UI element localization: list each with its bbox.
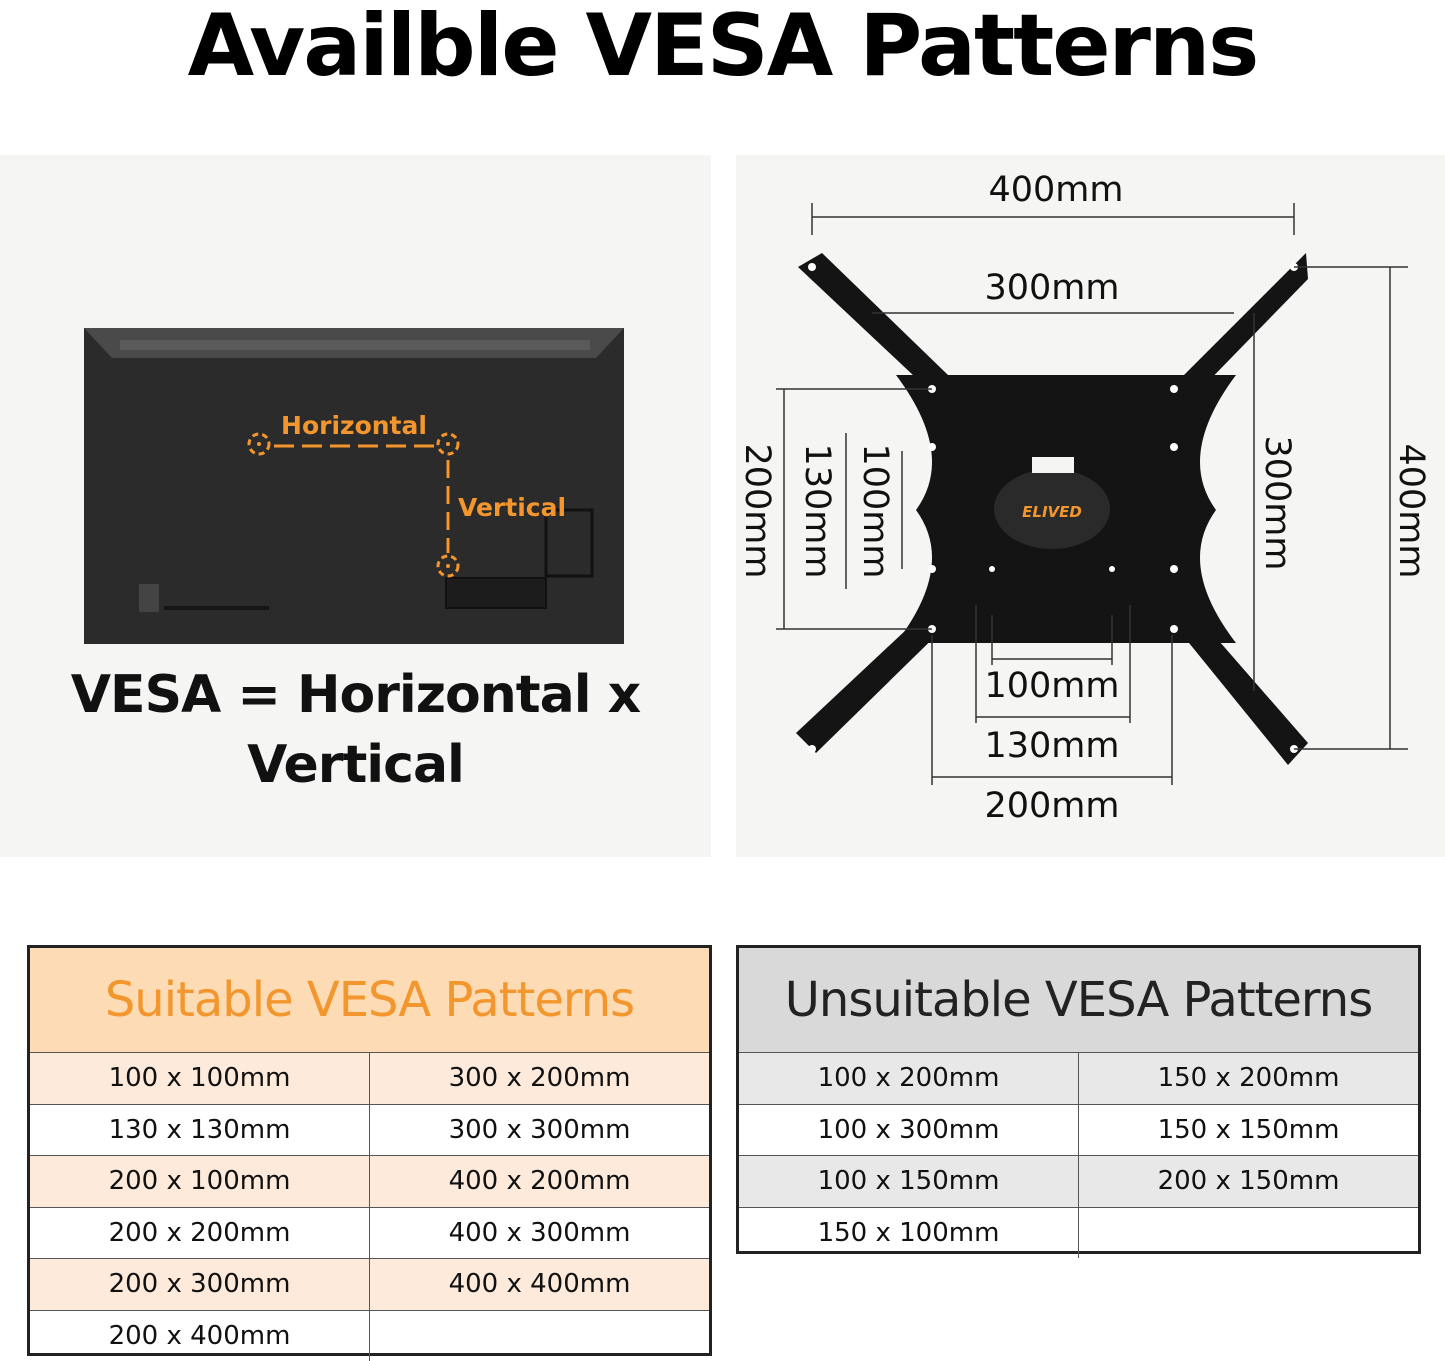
dim-left-130: 130mm bbox=[797, 444, 837, 579]
table-cell: 400 x 300mm bbox=[369, 1208, 709, 1259]
table-cell: 150 x 100mm bbox=[739, 1208, 1078, 1259]
table-cell: 100 x 200mm bbox=[739, 1053, 1078, 1104]
dim-bottom-130: 130mm bbox=[985, 726, 1120, 766]
table-row bbox=[739, 1104, 1418, 1156]
table-cell: 150 x 200mm bbox=[1078, 1053, 1418, 1104]
table-cell: 200 x 150mm bbox=[1078, 1156, 1418, 1207]
dim-left-100: 100mm bbox=[855, 444, 895, 579]
dim-top-300: 300mm bbox=[985, 268, 1120, 308]
table-row bbox=[30, 1310, 709, 1361]
dim-right-400: 400mm bbox=[1391, 444, 1431, 579]
table-cell: 100 x 100mm bbox=[30, 1053, 369, 1104]
horizontal-label: Horizontal bbox=[281, 411, 427, 440]
table-cell: 300 x 300mm bbox=[369, 1105, 709, 1156]
handle-slot bbox=[1032, 457, 1074, 473]
brand-logo: ELIVED bbox=[1022, 503, 1082, 521]
vesa-equation: VESA = Horizontal x Vertical bbox=[0, 660, 711, 800]
unsuitable-heading: Unsuitable VESA Patterns bbox=[739, 948, 1418, 1052]
table-cell: 200 x 100mm bbox=[30, 1156, 369, 1207]
table-cell: 200 x 400mm bbox=[30, 1311, 369, 1361]
table-cell: 300 x 200mm bbox=[369, 1053, 709, 1104]
table-cell bbox=[369, 1311, 709, 1361]
table-row bbox=[30, 1104, 709, 1156]
dim-right-300: 300mm bbox=[1257, 436, 1297, 571]
dim-bottom-200: 200mm bbox=[985, 786, 1120, 826]
table-row bbox=[30, 1155, 709, 1207]
mount-plate-diagram bbox=[736, 155, 1445, 857]
dim-left-200: 200mm bbox=[737, 444, 777, 579]
table-row bbox=[739, 1207, 1418, 1259]
dim-top-400: 400mm bbox=[989, 170, 1124, 210]
table-cell: 200 x 200mm bbox=[30, 1208, 369, 1259]
table-cell: 200 x 300mm bbox=[30, 1259, 369, 1310]
table-cell: 400 x 200mm bbox=[369, 1156, 709, 1207]
unsuitable-patterns-table bbox=[736, 945, 1421, 1254]
table-cell: 100 x 300mm bbox=[739, 1105, 1078, 1156]
table-row bbox=[30, 1258, 709, 1310]
vertical-label: Vertical bbox=[458, 493, 566, 522]
tv-back-illustration bbox=[84, 328, 624, 644]
table-row bbox=[739, 1052, 1418, 1104]
table-cell: 130 x 130mm bbox=[30, 1105, 369, 1156]
page-title: Availble VESA Patterns bbox=[0, 0, 1445, 100]
table-row bbox=[30, 1207, 709, 1259]
dim-bottom-100: 100mm bbox=[985, 666, 1120, 706]
table-row bbox=[739, 1155, 1418, 1207]
table-cell: 400 x 400mm bbox=[369, 1259, 709, 1310]
table-row bbox=[30, 1052, 709, 1104]
table-cell: 150 x 150mm bbox=[1078, 1105, 1418, 1156]
table-cell bbox=[1078, 1208, 1418, 1259]
suitable-patterns-table bbox=[27, 945, 712, 1356]
table-cell: 100 x 150mm bbox=[739, 1156, 1078, 1207]
suitable-heading: Suitable VESA Patterns bbox=[30, 948, 709, 1052]
